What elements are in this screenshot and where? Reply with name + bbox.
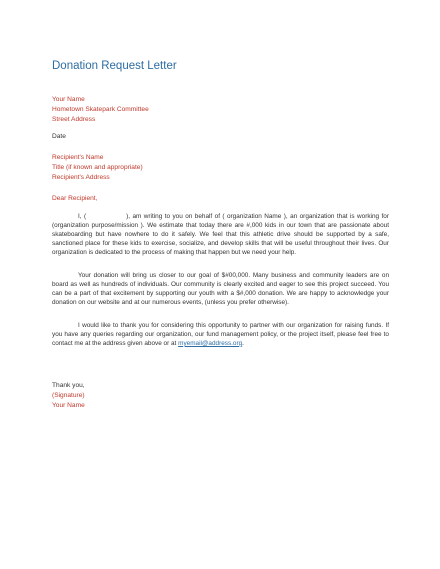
- date-line: [52, 132, 66, 142]
- paragraph-2-text: Your donation will bring us closer to our goal of $#00,000. Many business and community leaders are on board as well as hundreds of individuals. Our community is clearly excited and eager to see this project succeed. You can be a part of that excitement by supporting our youth with a $#,000 donation. We are happy to acknowledge your donation on our website and at our numerous events, (unless you prefer otherwise).: [52, 272, 389, 306]
- paragraph-1-text: ), am writing to you on behalf of ( organization Name ), an organization that is working for (organization purpose/mission ). We estimate that today there are #,000 kids in our town that are passionate about skateboarding but have nowhere to do it safely. We feel that this athletic drive should be supported by a safe, sanctioned place for these kids to exercise, socialize, and develop skills that will be useful throughout their lives. Our organization is dedicated to the process of making that happen but we need your help.: [52, 213, 389, 256]
- recipient-name: Recipient's Name: [52, 154, 104, 161]
- recipient-title: Title (if known and appropriate): [52, 164, 143, 172]
- email-link[interactable]: myemail@address.org: [178, 339, 243, 347]
- paragraph-3: [52, 322, 389, 349]
- salutation-line: [52, 194, 97, 204]
- paragraph-1-lead: I, (: [78, 213, 87, 220]
- paragraph-3-text: I would like to thank you for considering this opportunity to partner with our organization for raising funds. If you have any queries regarding our organization, our fund management policy, or the project itself, please feel free to contact me at the address given above or at: [52, 322, 389, 347]
- recipient-block: [52, 153, 143, 184]
- paragraph-2: [52, 272, 389, 308]
- closing-name: Your Name: [52, 402, 85, 410]
- closing-block: [52, 381, 85, 412]
- sender-address: Street Address: [52, 116, 96, 124]
- closing: Thank you,: [52, 382, 85, 389]
- letter-title: Donation Request Letter: [52, 60, 177, 72]
- salutation: Dear Recipient,: [52, 195, 98, 202]
- recipient-address: Recipient's Address: [52, 174, 110, 182]
- sender-name: Your Name: [52, 96, 85, 103]
- letter-date: Date: [52, 133, 66, 140]
- sender-organization: Hometown Skatepark Committee: [52, 106, 149, 114]
- paragraph-1: [52, 213, 389, 258]
- sender-block: [52, 95, 149, 126]
- signature: (Signature): [52, 392, 85, 400]
- paragraph-3-end: .: [242, 339, 244, 347]
